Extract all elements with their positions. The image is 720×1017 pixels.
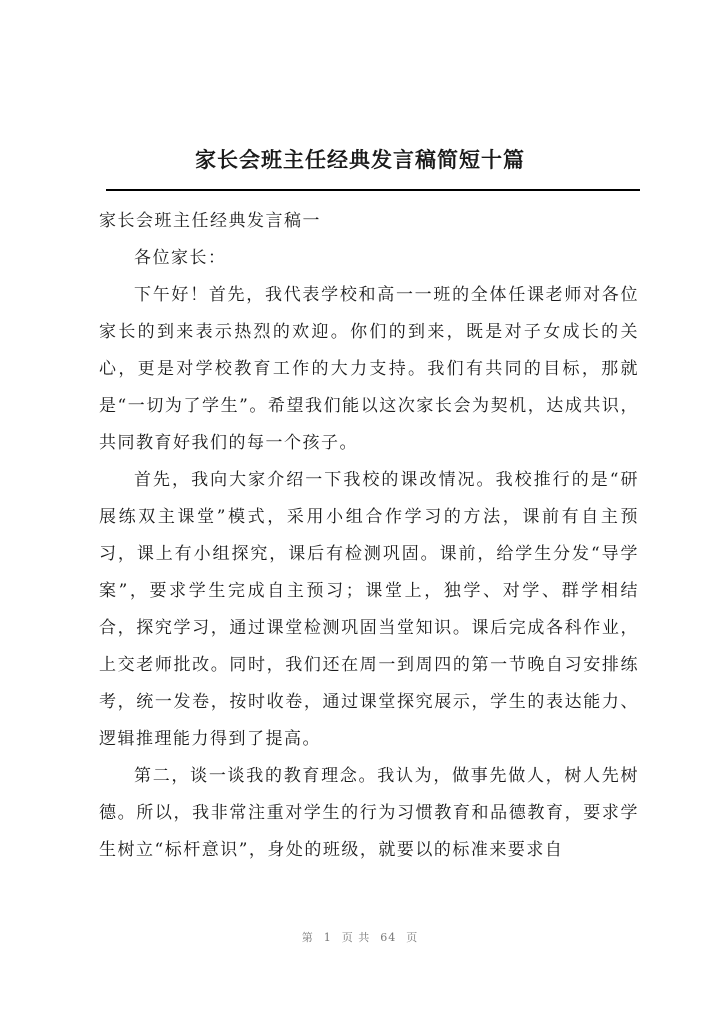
paragraph: 首先，我向大家介绍一下我校的课改情况。我校推行的是“研展练双主课堂”模式，采用小组合作学习的方法，课前有自主预习，课上有小组探究，课后有检测巩固。课前，给学生分发“导学案”，要求学生完成自主预习；课堂上，独学、对学、群学相结合，探究学习，通过课堂检测巩固当堂知识。课后完成各科作业，上交老师批改。同时，我们还在周一到周四的第一节晚自习安排练考，统一发卷，按时收卷，通过课堂探究展示，学生的表达能力、逻辑推理能力得到了提高。 — [99, 470, 639, 749]
page-footer — [0, 929, 720, 945]
page-title: 家长会班主任经典发言稿简短十篇 — [195, 147, 525, 172]
page-total: 64 — [380, 931, 397, 944]
title-divider — [106, 189, 640, 191]
greeting: 各位家长： — [134, 248, 227, 268]
page-label-middle: 页 共 — [341, 931, 371, 944]
section-heading: 家长会班主任经典发言稿一 — [99, 211, 321, 231]
paragraph: 第二，谈一谈我的教育理念。我认为，做事先做人，树人先树德。所以，我非常注重对学生的行为习惯教育和品德教育，要求学生树立“标杆意识”，身处的班级，就要以的标准来要求自 — [99, 766, 639, 860]
paragraph: 下午好！首先，我代表学校和高一一班的全体任课老师对各位家长的到来表示热烈的欢迎。你们的到来，既是对子女成长的关心，更是对学校教育工作的大力支持。我们有共同的目标，那就是“一切为了学生”。希望我们能以这次家长会为契机，达成共识，共同教育好我们的每一个孩子。 — [99, 285, 639, 453]
page-number: 1 — [323, 931, 332, 944]
document-body — [99, 203, 639, 869]
page-label-prefix: 第 — [301, 931, 314, 944]
page-label-suffix: 页 — [406, 931, 419, 944]
